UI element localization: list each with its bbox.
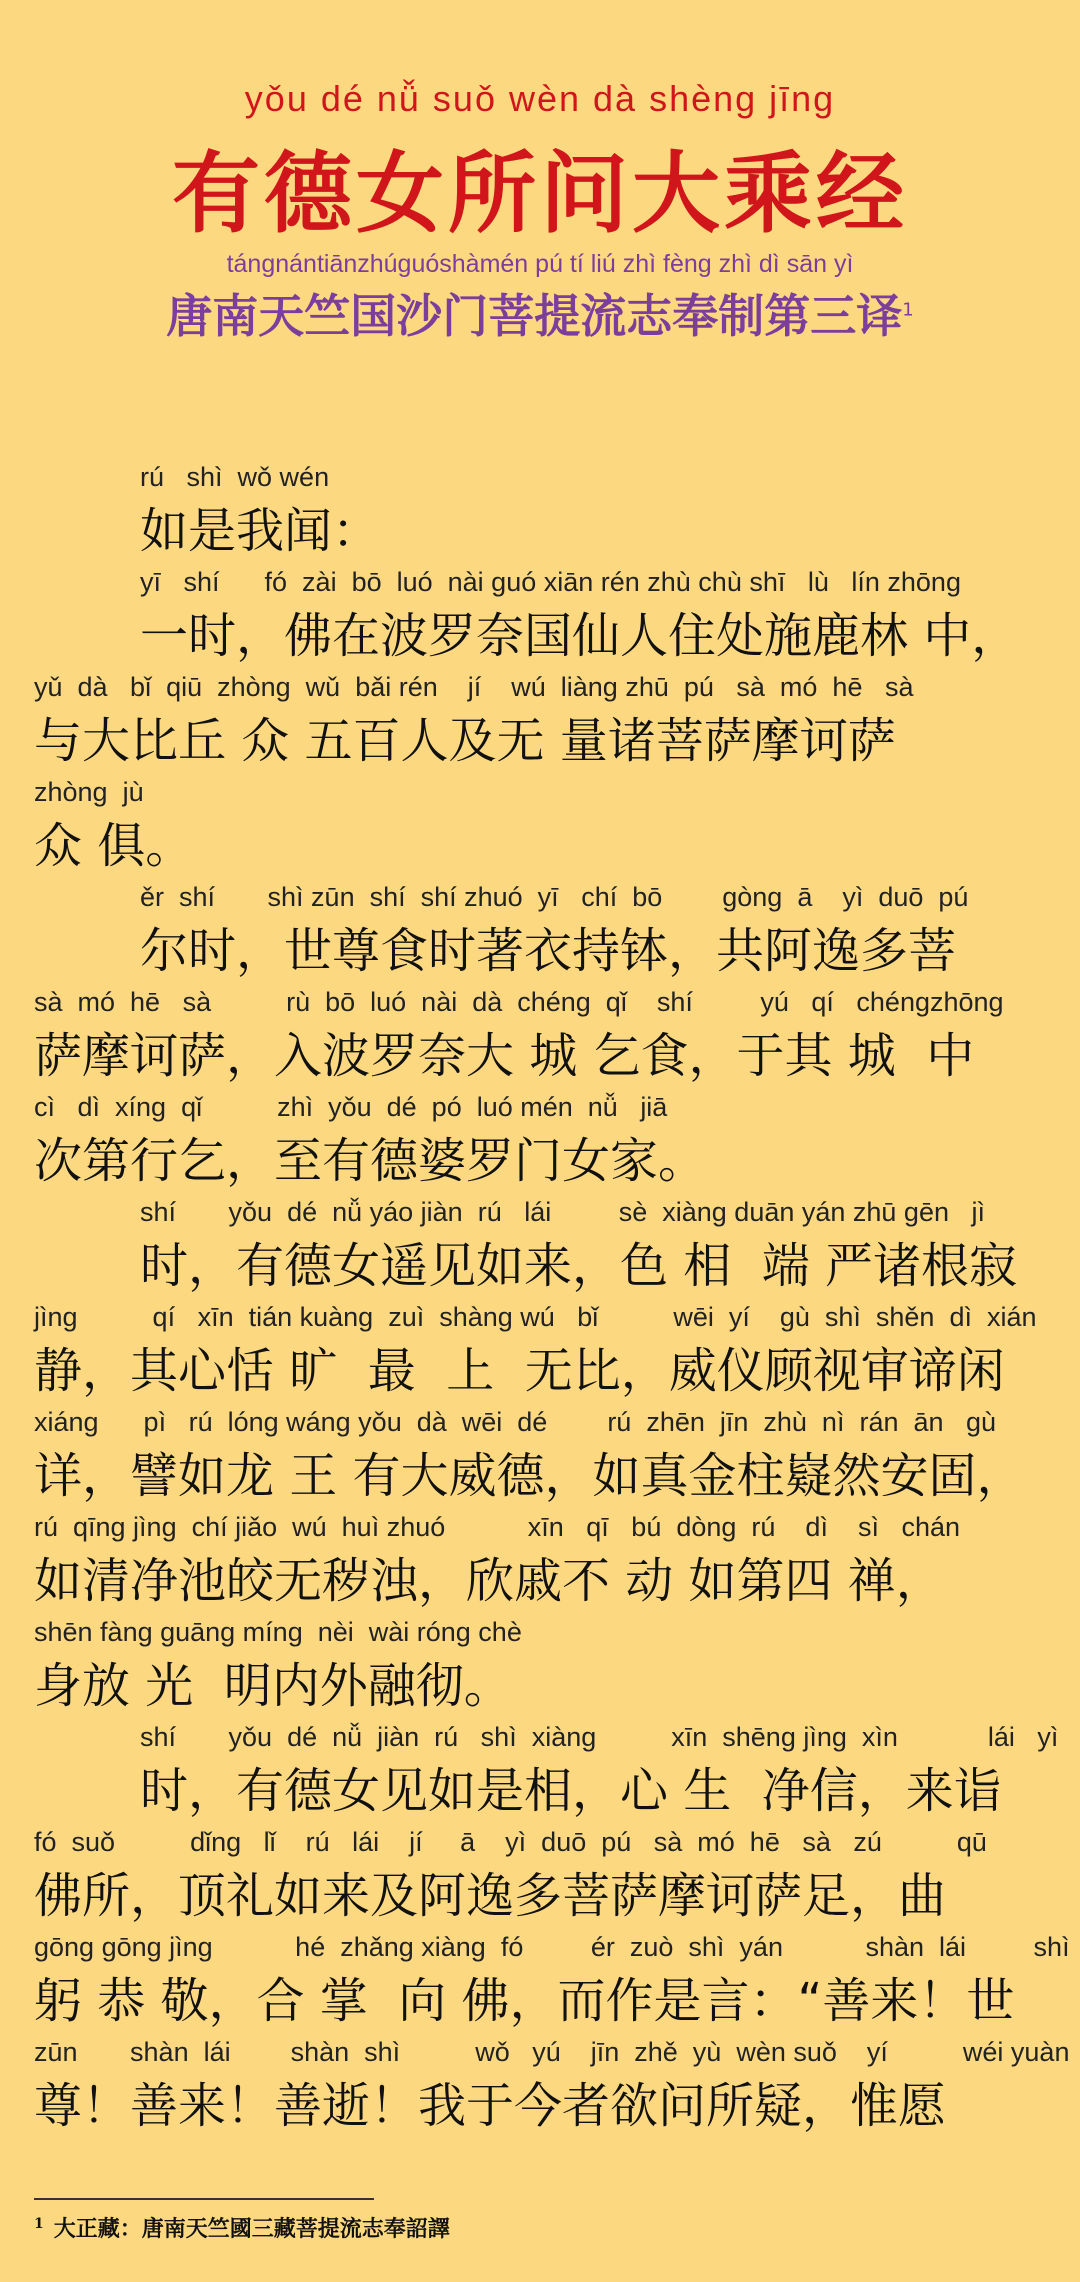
line-pinyin: fó suǒ dǐng lǐ rú lái jí ā yì duō pú sà mó hē sà zú qū (34, 1827, 987, 1857)
line-pinyin: jìng qí xīn tián kuàng zuì shàng wú bǐ wēi yí gù shì shěn dì xián (34, 1302, 1037, 1332)
line-pinyin: rú qīng jìng chí jiǎo wú huì zhuó xīn qī bú dòng rú dì sì chán (34, 1512, 961, 1542)
line-pinyin: yǔ dà bǐ qiū zhòng wǔ bǎi rén jí wú liàng zhū pú sà mó hē sà (34, 672, 914, 702)
title-pinyin: yǒu dé nǚ suǒ wèn dà shèng jīng (244, 78, 836, 119)
line-pinyin: zhòng jù (34, 777, 144, 807)
line-pinyin: gōng gōng jìng hé zhǎng xiàng fó ér zuò shì yán shàn lái shì (34, 1932, 1070, 1962)
line-pinyin: shí yǒu dé nǚ jiàn rú shì xiàng xīn shēng jìng xìn lái yì (140, 1722, 1059, 1752)
line-pinyin: shēn fàng guāng míng nèi wài róng chè (34, 1617, 522, 1647)
line-text: 躬 恭 敬，合 掌 向 佛，而作是言：“善来！世 (34, 1973, 1015, 2029)
line-text: 详，譬如龙 王 有大威德，如真金柱嶷然安固， (34, 1448, 1025, 1504)
line-pinyin: zūn shàn lái shàn shì wǒ yú jīn zhě yù wèn suǒ yí wéi yuàn (34, 2037, 1070, 2067)
subtitle (0, 280, 1080, 346)
footnote-text: 大正藏：唐南天竺國三藏菩提流志奉詔譯 (53, 2216, 450, 2242)
line-text: 时，有德女见如是相，心 生 净信，来诣 (140, 1763, 1002, 1819)
line-text: 一时，佛在波罗奈国仙人住处施鹿林 中， (140, 608, 1020, 664)
line-pinyin: ěr shí shì zūn shí shí zhuó yī chí bō gòng ā yì duō pú (140, 882, 969, 912)
line-text: 尊！善来！善逝！我于今者欲问所疑，惟愿 (34, 2078, 947, 2134)
line-text: 尔时，世尊食时著衣持钵，共阿逸多菩 (140, 923, 957, 979)
line-pinyin: shí yǒu dé nǚ yáo jiàn rú lái sè xiàng duān yán zhū gēn jì (140, 1197, 985, 1227)
footnote-ref[interactable]: 1 (902, 299, 914, 321)
line-text: 如是我闻： (140, 503, 381, 559)
line-pinyin: cì dì xíng qǐ zhì yǒu dé pó luó mén nǚ jiā (34, 1092, 668, 1122)
subtitle-pinyin: tángnántiānzhúguóshàmén pú tí liú zhì fèng zhì dì sān yì (226, 250, 854, 278)
line-pinyin: rú shì wǒ wén (140, 462, 330, 492)
line-text: 众 俱。 (34, 818, 194, 874)
line-text: 佛所，顶礼如来及阿逸多菩萨摩诃萨足，曲 (34, 1868, 947, 1924)
line-text: 次第行乞，至有德婆罗门女家。 (34, 1133, 707, 1189)
footnote (34, 2212, 450, 2243)
line-text: 身放 光 明内外融彻。 (34, 1658, 512, 1714)
line-text: 静，其心恬 旷 最 上 无比，威仪顾视审谛闲 (34, 1343, 1005, 1399)
line-text: 如清净池皎无秽浊，欣戚不 动 如第四 禅， (34, 1553, 944, 1609)
page-title: 有德女所问大乘经 (171, 142, 908, 245)
line-text: 萨摩诃萨，入波罗奈大 城 乞食，于其 城 中 (34, 1028, 975, 1084)
line-pinyin: sà mó hē sà rù bō luó nài dà chéng qǐ shí yú qí chéngzhōng (34, 987, 1004, 1017)
subtitle-text: 唐南天竺国沙门菩提流志奉制第三译 (166, 289, 903, 343)
line-text: 与大比丘 众 五百人及无 量诸菩萨摩诃萨 (34, 713, 896, 769)
footnote-marker: 1 (34, 2215, 44, 2232)
line-pinyin: xiáng pì rú lóng wáng yǒu dà wēi dé rú zhēn jīn zhù nì rán ān gù (34, 1407, 997, 1437)
footnote-divider (34, 2198, 374, 2200)
line-pinyin: yī shí fó zài bō luó nài guó xiān rén zhù chù shī lù lín zhōng (140, 567, 961, 597)
line-text: 时，有德女遥见如来，色 相 端 严诸根寂 (140, 1238, 1018, 1294)
